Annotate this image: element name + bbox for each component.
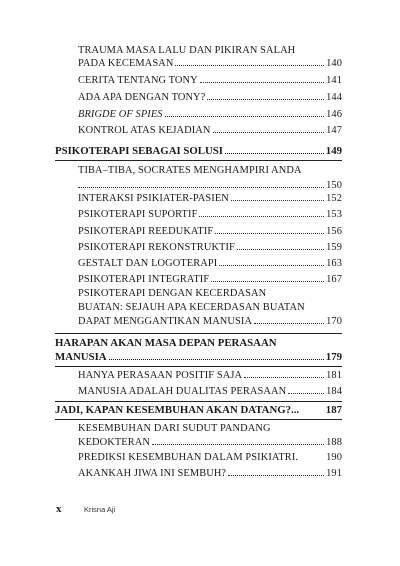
toc-entry[interactable] — [78, 258, 342, 269]
toc-entry[interactable] — [78, 226, 342, 237]
toc-entry[interactable] — [78, 75, 342, 86]
toc-entry-title: BRIGDE OF SPIES — [78, 109, 163, 120]
toc-page-number: 153 — [326, 209, 342, 220]
toc-entry[interactable] — [78, 58, 342, 69]
toc-entry-title: PSIKOTERAPI REEDUKATIF — [78, 226, 214, 237]
dot-leader — [165, 116, 325, 117]
toc-entry-title: MANUSIA ADALAH DUALITAS PERASAAN — [78, 386, 287, 397]
toc-entry[interactable] — [78, 452, 342, 463]
chapter-rule — [55, 419, 342, 420]
toc-chapter-title: JADI, KAPAN KESEMBUHAN AKAN DATANG?... — [55, 404, 300, 416]
dot-leader — [207, 99, 324, 100]
dot-leader — [215, 233, 324, 234]
toc-entry-title-line: TRAUMA MASA LALU DAN PIKIRAN SALAH — [78, 45, 296, 56]
dot-leader — [213, 132, 325, 133]
dot-leader — [244, 377, 324, 378]
toc-entry[interactable] — [78, 109, 342, 120]
toc-page-number: 179 — [325, 351, 342, 363]
toc-entry[interactable] — [78, 242, 342, 253]
toc-chapter-title-line: HARAPAN AKAN MASA DEPAN PERASAAN — [55, 337, 277, 349]
toc-page-number: 147 — [326, 125, 342, 136]
dot-leader — [254, 323, 324, 324]
toc-page-number: 152 — [326, 193, 342, 204]
dot-leader — [200, 82, 324, 83]
toc-entry[interactable] — [78, 193, 342, 204]
toc-page-number: 141 — [326, 75, 342, 86]
toc-entry-title: PSIKOTERAPI SUPORTIF — [78, 209, 198, 220]
toc-entry[interactable] — [78, 386, 342, 397]
toc-page-number: 140 — [326, 58, 342, 69]
dot-leader — [228, 475, 324, 476]
toc-page-number: 163 — [326, 258, 342, 269]
dot-leader — [237, 249, 324, 250]
toc-entry[interactable] — [78, 209, 342, 220]
dot-leader — [152, 444, 324, 445]
toc-chapter[interactable] — [55, 145, 342, 157]
dot-leader — [288, 393, 324, 394]
chapter-rule — [55, 366, 342, 367]
toc-entry[interactable] — [78, 274, 342, 285]
toc-entry-title: PSIKOTERAPI REKONSTRUKTIF — [78, 242, 235, 253]
dot-leader — [109, 359, 324, 360]
toc-page-number: 187 — [325, 404, 342, 416]
toc-entry[interactable] — [78, 370, 342, 381]
page-number-roman: x — [56, 503, 62, 515]
toc-entry-title: PREDIKSI KESEMBUHAN DALAM PSIKIATRI. — [78, 452, 299, 463]
running-footer-author: Krisna Aji — [84, 505, 116, 514]
toc-chapter[interactable] — [55, 404, 342, 416]
dot-leader — [225, 153, 324, 154]
toc-entry-title: ADA APA DENGAN TONY? — [78, 92, 206, 103]
toc-entry-title: AKANKAH JIWA INI SEMBUH? — [78, 468, 227, 479]
toc-page-number: 150 — [326, 180, 342, 191]
toc-entry-title: KONTROL ATAS KEJADIAN — [78, 125, 211, 136]
toc-entry[interactable] — [78, 92, 342, 103]
toc-entry[interactable] — [78, 125, 342, 136]
toc-entry-title: PSIKOTERAPI INTEGRATIF — [78, 274, 210, 285]
toc-entry-title: HANYA PERASAAN POSITIF SAJA — [78, 370, 243, 381]
toc-entry[interactable] — [78, 468, 342, 479]
toc-page-number: 188 — [326, 437, 342, 448]
dot-leader — [175, 65, 324, 66]
chapter-rule — [55, 333, 342, 334]
chapter-rule — [55, 160, 342, 161]
dot-leader — [219, 265, 324, 266]
dot-leader — [199, 216, 324, 217]
toc-entry-title: KEDOKTERAN — [78, 437, 150, 448]
toc-entry[interactable] — [78, 180, 342, 191]
toc-entry-title-line: TIBA–TIBA, SOCRATES MENGHAMPIRI ANDA — [78, 165, 302, 176]
toc-page-number: 146 — [326, 109, 342, 120]
dot-leader — [78, 187, 324, 188]
toc-page-number: 156 — [326, 226, 342, 237]
toc-page-number: 184 — [326, 386, 342, 397]
toc-entry-title-line: PSIKOTERAPI DENGAN KECERDASAN — [78, 288, 267, 299]
toc-page-number: 149 — [325, 145, 342, 157]
toc-page-number: 190 — [326, 452, 342, 463]
toc-entry-title-line: KESEMBUHAN DARI SUDUT PANDANG — [78, 423, 271, 434]
toc-entry-title-line: BUATAN: SEJAUH APA KECERDASAN BUATAN — [78, 302, 305, 313]
toc-entry-title: INTERAKSI PSIKIATER-PASIEN — [78, 193, 229, 204]
toc-entry[interactable] — [78, 316, 342, 327]
toc-chapter[interactable] — [55, 351, 342, 363]
dot-leader — [211, 281, 324, 282]
dot-leader — [231, 200, 324, 201]
toc-page-number: 170 — [326, 316, 342, 327]
toc-entry-title: CERITA TENTANG TONY — [78, 75, 198, 86]
chapter-rule — [55, 401, 342, 402]
toc-page-number: 191 — [326, 468, 342, 479]
toc-chapter-title: MANUSIA — [55, 351, 107, 363]
toc-entry-title: GESTALT DAN LOGOTERAPI — [78, 258, 218, 269]
toc-page-number: 181 — [326, 370, 342, 381]
toc-entry-title: DAPAT MENGGANTIKAN MANUSIA — [78, 316, 253, 327]
toc-chapter-title: PSIKOTERAPI SEBAGAI SOLUSI — [55, 145, 224, 157]
toc-page-number: 144 — [326, 92, 342, 103]
toc-page-number: 159 — [326, 242, 342, 253]
toc-page-number: 167 — [326, 274, 342, 285]
toc-entry[interactable] — [78, 437, 342, 448]
toc-entry-title: PADA KECEMASAN — [78, 58, 174, 69]
